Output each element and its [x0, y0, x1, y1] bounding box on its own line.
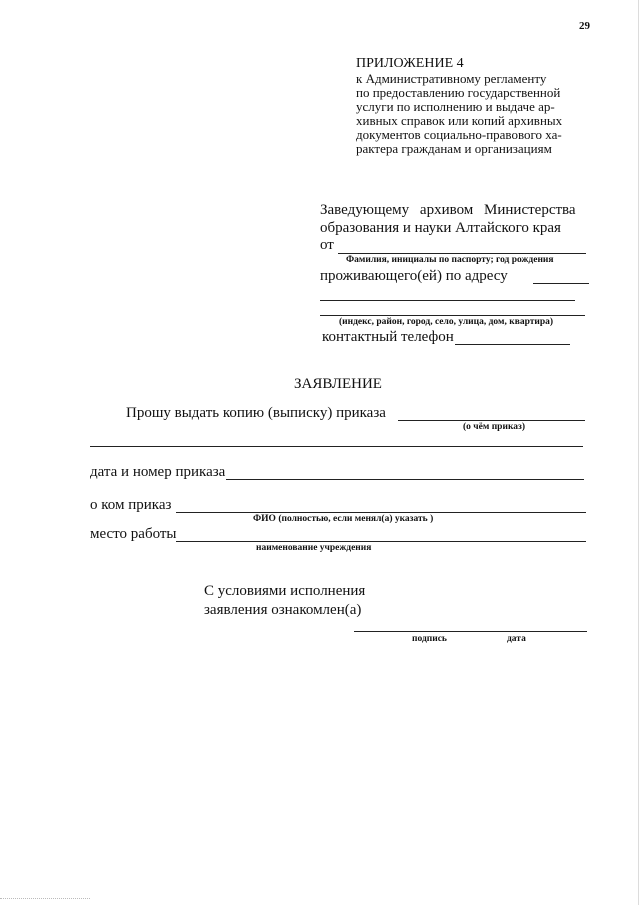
acknowledgement-line: заявления ознакомлен(а) — [204, 602, 362, 618]
from-label: от — [320, 237, 334, 253]
workplace-caption: наименование учреждения — [256, 543, 372, 553]
phone-field[interactable] — [455, 344, 570, 345]
scan-artifact — [0, 898, 90, 899]
order-about-field[interactable] — [176, 512, 586, 513]
phone-label: контактный телефон — [322, 329, 454, 345]
acknowledgement-line: С условиями исполнения — [204, 583, 366, 599]
appendix-line: по предоставлению государственной — [356, 85, 561, 100]
appendix-title: ПРИЛОЖЕНИЕ 4 — [356, 56, 464, 71]
request-label: Прошу выдать копию (выписку) приказа — [126, 405, 386, 421]
address-field[interactable] — [320, 300, 575, 301]
signature-caption: подпись — [412, 634, 447, 644]
address-field[interactable] — [320, 315, 585, 316]
appendix-line: хивных справок или копий архивных — [356, 113, 563, 128]
request-field[interactable] — [90, 446, 583, 447]
order-about-label: о ком приказ — [90, 497, 172, 513]
order-about-caption: ФИО (полностью, если менял(а) указать ) — [253, 514, 434, 524]
document-heading: ЗАЯВЛЕНИЕ — [294, 376, 382, 392]
addressee-line: образования и науки Алтайского края — [320, 220, 561, 236]
date-caption: дата — [507, 634, 526, 644]
appendix-line: к Административному регламенту — [356, 71, 547, 86]
address-caption: (индекс, район, город, село, улица, дом, квартира) — [339, 317, 554, 327]
appendix-line: рактера гражданам и организациям — [356, 141, 552, 156]
residing-label: проживающего(ей) по адресу — [320, 268, 508, 284]
order-date-field[interactable] — [226, 479, 584, 480]
request-caption: (о чём приказ) — [463, 422, 526, 432]
addressee-line: Заведующему архивом Министерства — [320, 202, 576, 218]
workplace-label: место работы — [90, 526, 177, 542]
signature-field[interactable] — [354, 631, 587, 632]
request-field[interactable] — [398, 420, 585, 421]
page-number: 29 — [579, 20, 590, 32]
from-field[interactable] — [338, 253, 586, 254]
address-field[interactable] — [533, 283, 589, 284]
appendix-line: документов социально-правового ха- — [356, 127, 562, 142]
workplace-field[interactable] — [176, 541, 586, 542]
from-caption: Фамилия, инициалы по паспорту; год рождения — [346, 255, 554, 265]
order-date-label: дата и номер приказа — [90, 464, 226, 480]
appendix-line: услуги по исполнению и выдаче ар- — [356, 99, 555, 114]
